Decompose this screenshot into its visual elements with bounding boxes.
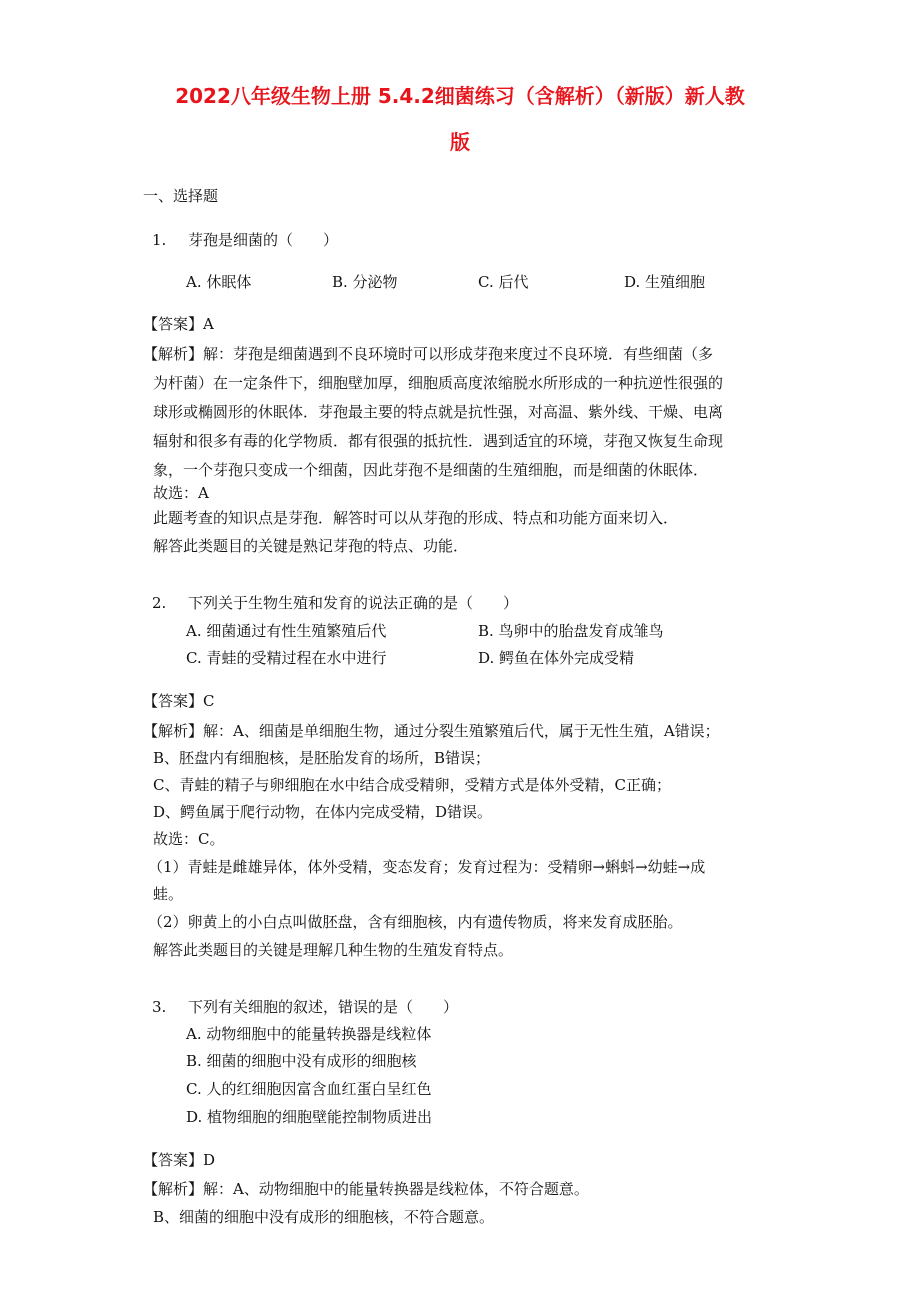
question-stem: 下列关于生物生殖和发育的说法正确的是（ ） [188,594,519,612]
option-c: C. 青蛙的受精过程在水中进行 [186,649,387,667]
document-title-line-1: 2022八年级生物上册 5.4.2细菌练习（含解析）（新版）新人教 [175,84,745,108]
option-c: C. 人的红细胞因富含血红蛋白呈红色 [186,1080,432,1098]
option-b: B. 分泌物 [332,273,398,291]
analysis-line: 【解析】解：A、动物细胞中的能量转换器是线粒体，不符合题意。 [143,1180,589,1198]
question-number: 3. [152,998,167,1016]
analysis-line: 故选：C。 [153,830,225,848]
analysis-line: 解答此类题目的关键是熟记芽孢的特点、功能． [153,537,469,555]
analysis-line: D、鳄鱼属于爬行动物，在体内完成受精，D错误。 [153,803,493,821]
option-a: A. 休眠体 [186,273,252,291]
answer: 【答案】C [143,692,215,710]
analysis-line: 为杆菌）在一定条件下，细胞壁加厚，细胞质高度浓缩脱水所形成的一种抗逆性很强的 [153,374,724,392]
question-stem: 下列有关细胞的叙述，错误的是（ ） [188,998,459,1016]
analysis-line: C、青蛙的精子与卵细胞在水中结合成受精卵，受精方式是体外受精，C正确； [153,776,671,794]
answer: 【答案】D [143,1151,216,1169]
analysis-line: 球形或椭圆形的休眠体．芽孢最主要的特点就是抗性强，对高温、紫外线、干燥、电离 [153,403,724,421]
analysis-line: 象，一个芽孢只变成一个细菌，因此芽孢不是细菌的生殖细胞，而是细菌的休眠体． [153,461,709,479]
option-d: D. 生殖细胞 [624,273,706,291]
option-a: A. 细菌通过有性生殖繁殖后代 [186,622,387,640]
question-number: 1. [152,231,167,249]
option-a: A. 动物细胞中的能量转换器是线粒体 [186,1025,432,1043]
option-b: B. 细菌的细胞中没有成形的细胞核 [186,1052,417,1070]
answer: 【答案】A [143,315,214,333]
analysis-line: 蛙。 [153,885,184,903]
option-c: C. 后代 [478,273,529,291]
analysis-line: 解答此类题目的关键是理解几种生物的生殖发育特点。 [153,941,514,959]
analysis-line: B、细菌的细胞中没有成形的细胞核，不符合题意。 [153,1208,495,1226]
question-stem: 芽孢是细菌的（ ） [188,231,339,249]
analysis-line: （2）卵黄上的小白点叫做胚盘，含有细胞核，内有遗传物质，将来发育成胚胎。 [148,913,683,931]
analysis-line: 【解析】解：A、细菌是单细胞生物，通过分裂生殖繁殖后代，属于无性生殖，A错误； [143,722,720,740]
analysis-line: 此题考查的知识点是芽孢．解答时可以从芽孢的形成、特点和功能方面来切入． [153,509,679,527]
question-number: 2. [152,594,167,612]
option-d: D. 鳄鱼在体外完成受精 [478,649,635,667]
document-title-line-2: 版 [450,130,470,154]
analysis-line: 【解析】解：芽孢是细菌遇到不良环境时可以形成芽孢来度过不良环境．有些细菌（多 [143,345,714,363]
analysis-line: （1）青蛙是雌雄异体，体外受精，变态发育；发育过程为：受精卵→蝌蚪→幼蛙→成 [148,858,706,876]
analysis-line: 故选：A [153,484,209,502]
analysis-line: B、胚盘内有细胞核，是胚胎发育的场所，B错误； [153,749,491,767]
option-d: D. 植物细胞的细胞壁能控制物质进出 [186,1108,433,1126]
analysis-line: 辐射和很多有毒的化学物质．都有很强的抵抗性．遇到适宜的环境，芽孢又恢复生命现 [153,432,724,450]
section-heading: 一、选择题 [143,187,219,205]
option-b: B. 鸟卵中的胎盘发育成雏鸟 [478,622,664,640]
